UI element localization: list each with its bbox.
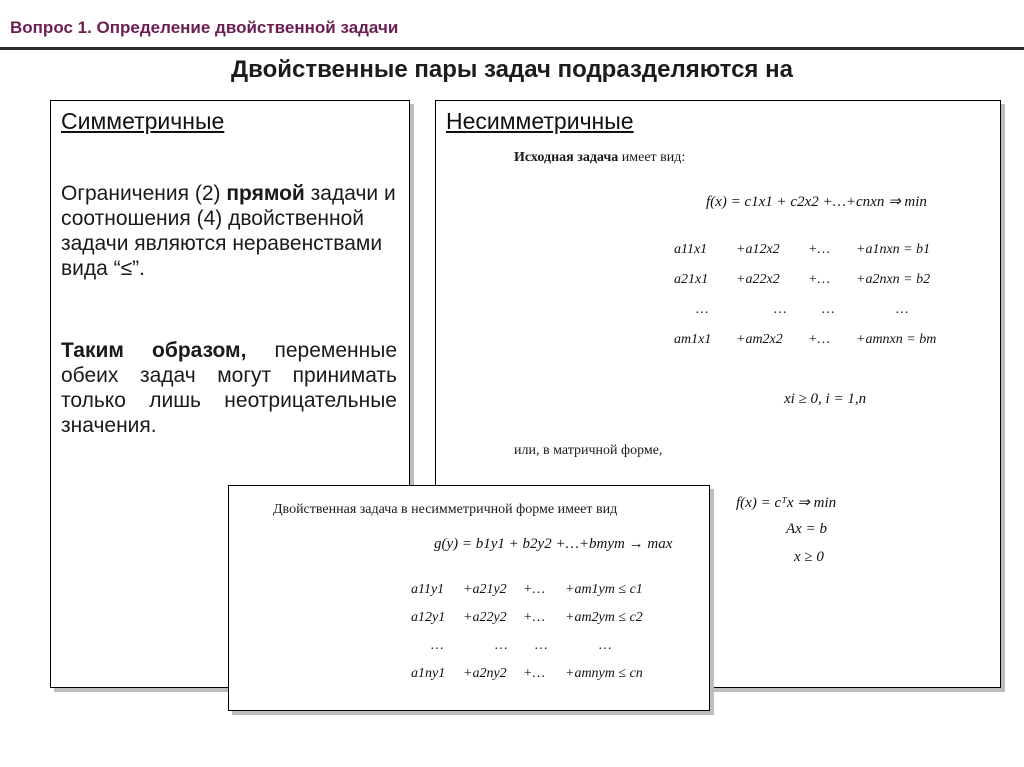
constraint-cell: …	[535, 638, 548, 653]
constraint-cell: +a1nxn = b1	[856, 242, 931, 257]
conclusion-bold: Таким образом,	[61, 339, 247, 362]
constraint-cell: a12y1	[411, 610, 446, 625]
constraint-cell: …	[822, 302, 835, 317]
constraint-cell: …	[431, 638, 444, 653]
constraint-cell: …	[495, 638, 508, 653]
constraint-row	[674, 332, 974, 362]
constraint-row	[411, 638, 691, 666]
constraint-cell: +…	[808, 332, 830, 347]
desc-bold: прямой	[226, 182, 305, 205]
constraint-cell: +am1ym ≤ c1	[565, 582, 643, 597]
primal-intro-rest: имеет вид:	[618, 150, 686, 165]
constraint-cell: a1ny1	[411, 666, 446, 681]
matrix-intro: или, в матричной форме,	[514, 443, 663, 458]
constraint-cell: +…	[523, 582, 545, 597]
matrix-objective: f(x) = cᵀx ⇒ min	[736, 495, 837, 511]
constraint-cell: +a22x2	[736, 272, 780, 287]
symmetric-conclusion	[61, 338, 397, 438]
constraint-cell: a11y1	[411, 582, 445, 597]
constraint-cell: …	[774, 302, 787, 317]
constraint-cell: +a2ny2	[463, 666, 507, 681]
constraint-cell: am1x1	[674, 332, 712, 347]
primal-intro-bold: Исходная задача	[514, 150, 619, 165]
header-title: Вопрос 1. Определение двойственной задачи	[10, 18, 399, 37]
constraint-cell: +amnxn = bm	[856, 332, 937, 347]
constraint-cell: +a2nxn = b2	[856, 272, 931, 287]
symmetric-description	[61, 181, 397, 281]
primal-objective: f(x) = c1x1 + c2x2 +…+cnxn ⇒ min	[706, 194, 927, 210]
constraint-cell: …	[696, 302, 709, 317]
matrix-nonneg: x ≥ 0	[794, 549, 824, 565]
constraint-cell: +am2ym ≤ c2	[565, 610, 643, 625]
dual-objective: g(y) = b1y1 + b2y2 +…+bmym → max	[434, 536, 673, 552]
constraint-cell: +…	[523, 666, 545, 681]
constraint-cell: +am2x2	[736, 332, 783, 347]
desc-pre: Ограничения (2)	[61, 182, 227, 205]
primal-intro	[514, 150, 685, 166]
matrix-constraint: Ax = b	[786, 521, 827, 537]
constraint-cell: +a21y2	[463, 582, 507, 597]
constraint-row	[411, 582, 691, 610]
constraint-cell: …	[599, 638, 612, 653]
constraint-cell: +…	[808, 242, 830, 257]
primal-constraints	[674, 242, 974, 362]
symmetric-heading: Симметричные	[61, 108, 225, 134]
constraint-cell: +a12x2	[736, 242, 780, 257]
constraint-row	[674, 272, 974, 302]
subtitle: Двойственные пары задач подразделяются на	[231, 56, 793, 83]
dual-intro: Двойственная задача в несимметричной форме имеет вид	[273, 502, 618, 517]
nonnegativity: xi ≥ 0, i = 1,n	[784, 391, 867, 407]
constraint-cell: +…	[523, 610, 545, 625]
constraint-row	[411, 610, 691, 638]
conclusion-rest: переменные обеих задач могут принимать только лишь неотрицательные значения.	[61, 339, 397, 437]
constraint-row	[674, 302, 974, 332]
asymmetric-heading: Несимметричные	[446, 108, 634, 134]
constraint-cell: a21x1	[674, 272, 709, 287]
dual-panel	[228, 485, 710, 711]
constraint-cell: …	[896, 302, 909, 317]
constraint-row	[411, 666, 691, 694]
constraint-cell: +a22y2	[463, 610, 507, 625]
desc-rest: задачи и соотношения (4) двойственной задачи являются неравенствами вида “≤”.	[61, 182, 396, 280]
constraint-cell: +amnym ≤ cn	[565, 666, 643, 681]
dual-constraints	[411, 582, 691, 694]
constraint-cell: a11x1	[674, 242, 708, 257]
constraint-row	[674, 242, 974, 272]
constraint-cell: +…	[808, 272, 830, 287]
header-rule	[0, 47, 1024, 50]
